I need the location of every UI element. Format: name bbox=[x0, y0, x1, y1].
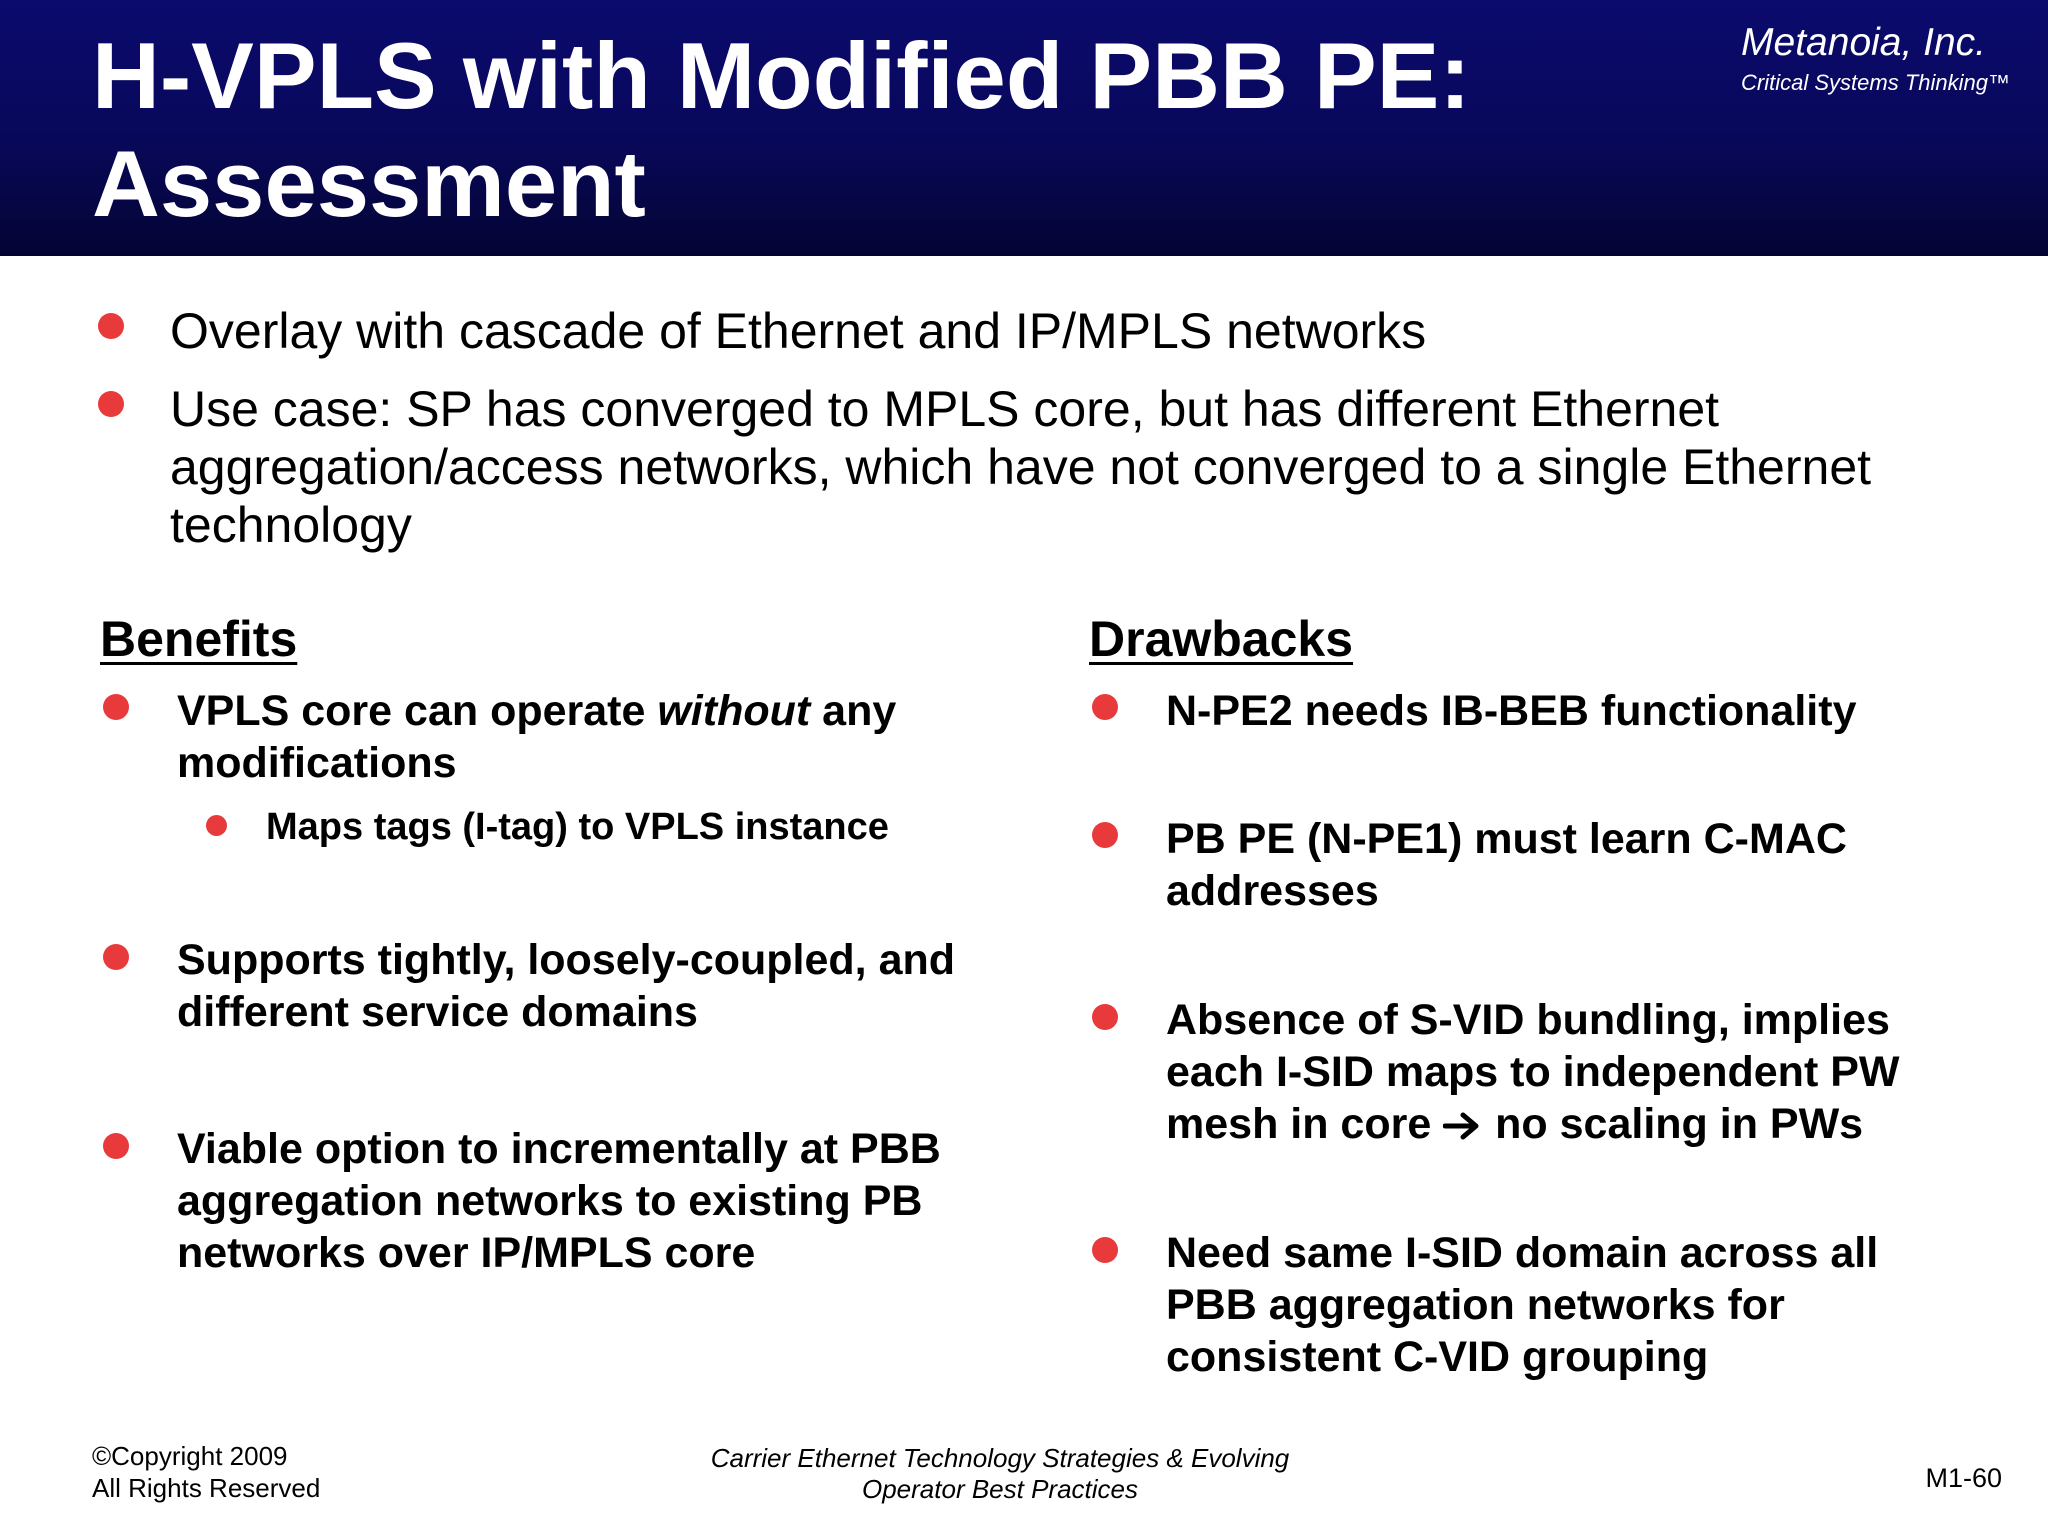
top-bullet-2-line-2: aggregation/access networks, which have not converged to a single Ethernet bbox=[170, 439, 1872, 495]
drawbacks-heading: Drawbacks bbox=[1089, 611, 1354, 667]
slide-title-line-2: Assessment bbox=[92, 131, 646, 236]
top-bullet-1-line-1: Overlay with cascade of Ethernet and IP/MPLS networks bbox=[170, 303, 1427, 359]
benefit-item-3-line-3: networks over IP/MPLS core bbox=[177, 1229, 756, 1277]
copyright-line-1: ©Copyright 2009 bbox=[92, 1441, 288, 1471]
drawback-item-2-line-1: PB PE (N-PE1) must learn C-MAC bbox=[1166, 815, 1847, 863]
drawback-item-4 bbox=[1166, 1227, 1878, 1383]
drawback-item-1 bbox=[1166, 685, 1856, 737]
top-bullet-2 bbox=[170, 380, 1871, 554]
benefit-item-3 bbox=[177, 1123, 941, 1279]
drawback-item-3-line-1: Absence of S-VID bundling, implies bbox=[1166, 996, 1890, 1044]
bullet-icon bbox=[1092, 694, 1118, 720]
footer-copyright bbox=[92, 1440, 320, 1504]
bullet-icon bbox=[98, 313, 124, 339]
bullet-icon bbox=[103, 694, 129, 720]
top-bullet-1 bbox=[170, 302, 1426, 360]
slide-header bbox=[0, 0, 2048, 256]
copyright-line-2: All Rights Reserved bbox=[92, 1473, 321, 1503]
benefit-sub-item: Maps tags (I-tag) to VPLS instance bbox=[266, 806, 889, 848]
drawback-item-2-line-2: addresses bbox=[1166, 867, 1379, 915]
benefit-item-1 bbox=[177, 685, 896, 789]
top-bullet-2-line-1: Use case: SP has converged to MPLS core, but has different Ethernet bbox=[170, 381, 1720, 437]
drawback-item-3-line-2: each I-SID maps to independent PW bbox=[1166, 1048, 1900, 1096]
drawback-item-4-line-2: PBB aggregation networks for bbox=[1166, 1281, 1785, 1329]
company-brand bbox=[1741, 20, 2010, 98]
bullet-icon bbox=[98, 391, 124, 417]
drawback-item-3 bbox=[1166, 994, 1899, 1150]
benefit-item-3-line-2: aggregation networks to existing PB bbox=[177, 1177, 923, 1225]
course-line-2: Operator Best Practices bbox=[862, 1474, 1138, 1504]
drawback-item-3-line-3: mesh in core no scaling in PWs bbox=[1166, 1100, 1864, 1148]
benefit-item-3-line-1: Viable option to incrementally at PBB bbox=[177, 1125, 941, 1173]
benefit-item-2-line-1: Supports tightly, loosely-coupled, and bbox=[177, 936, 956, 984]
drawback-item-4-line-3: consistent C-VID grouping bbox=[1166, 1333, 1709, 1381]
company-tagline: Critical Systems Thinking™ bbox=[1741, 70, 2010, 95]
benefit-item-1-line-2: modifications bbox=[177, 739, 457, 787]
drawback-item-2 bbox=[1166, 813, 1847, 917]
course-line-1: Carrier Ethernet Technology Strategies & Evolving bbox=[710, 1443, 1290, 1473]
top-bullet-2-line-3: technology bbox=[170, 497, 412, 553]
bullet-icon bbox=[206, 815, 227, 836]
benefit-item-2 bbox=[177, 934, 955, 1038]
drawback-item-4-line-1: Need same I-SID domain across all bbox=[1166, 1229, 1879, 1277]
slide-number: M1-60 bbox=[1925, 1463, 2002, 1493]
bullet-icon bbox=[103, 944, 129, 970]
bullet-icon bbox=[1092, 1004, 1118, 1030]
benefit-item-2-line-2: different service domains bbox=[177, 988, 698, 1036]
slide-title-line-1: H-VPLS with Modified PBB PE: bbox=[92, 23, 1471, 128]
bullet-icon bbox=[1092, 822, 1118, 848]
bullet-icon bbox=[103, 1133, 129, 1159]
drawback-item-1-line-1: N-PE2 needs IB-BEB functionality bbox=[1166, 687, 1857, 735]
right-arrow-icon bbox=[1443, 1111, 1483, 1141]
slide-title bbox=[92, 22, 1592, 238]
company-name: Metanoia, Inc. bbox=[1741, 21, 1987, 64]
benefit-item-1-line-1: VPLS core can operate without any bbox=[177, 687, 897, 735]
benefits-heading: Benefits bbox=[100, 611, 298, 667]
bullet-icon bbox=[1092, 1237, 1118, 1263]
footer-course-title bbox=[700, 1443, 1300, 1505]
